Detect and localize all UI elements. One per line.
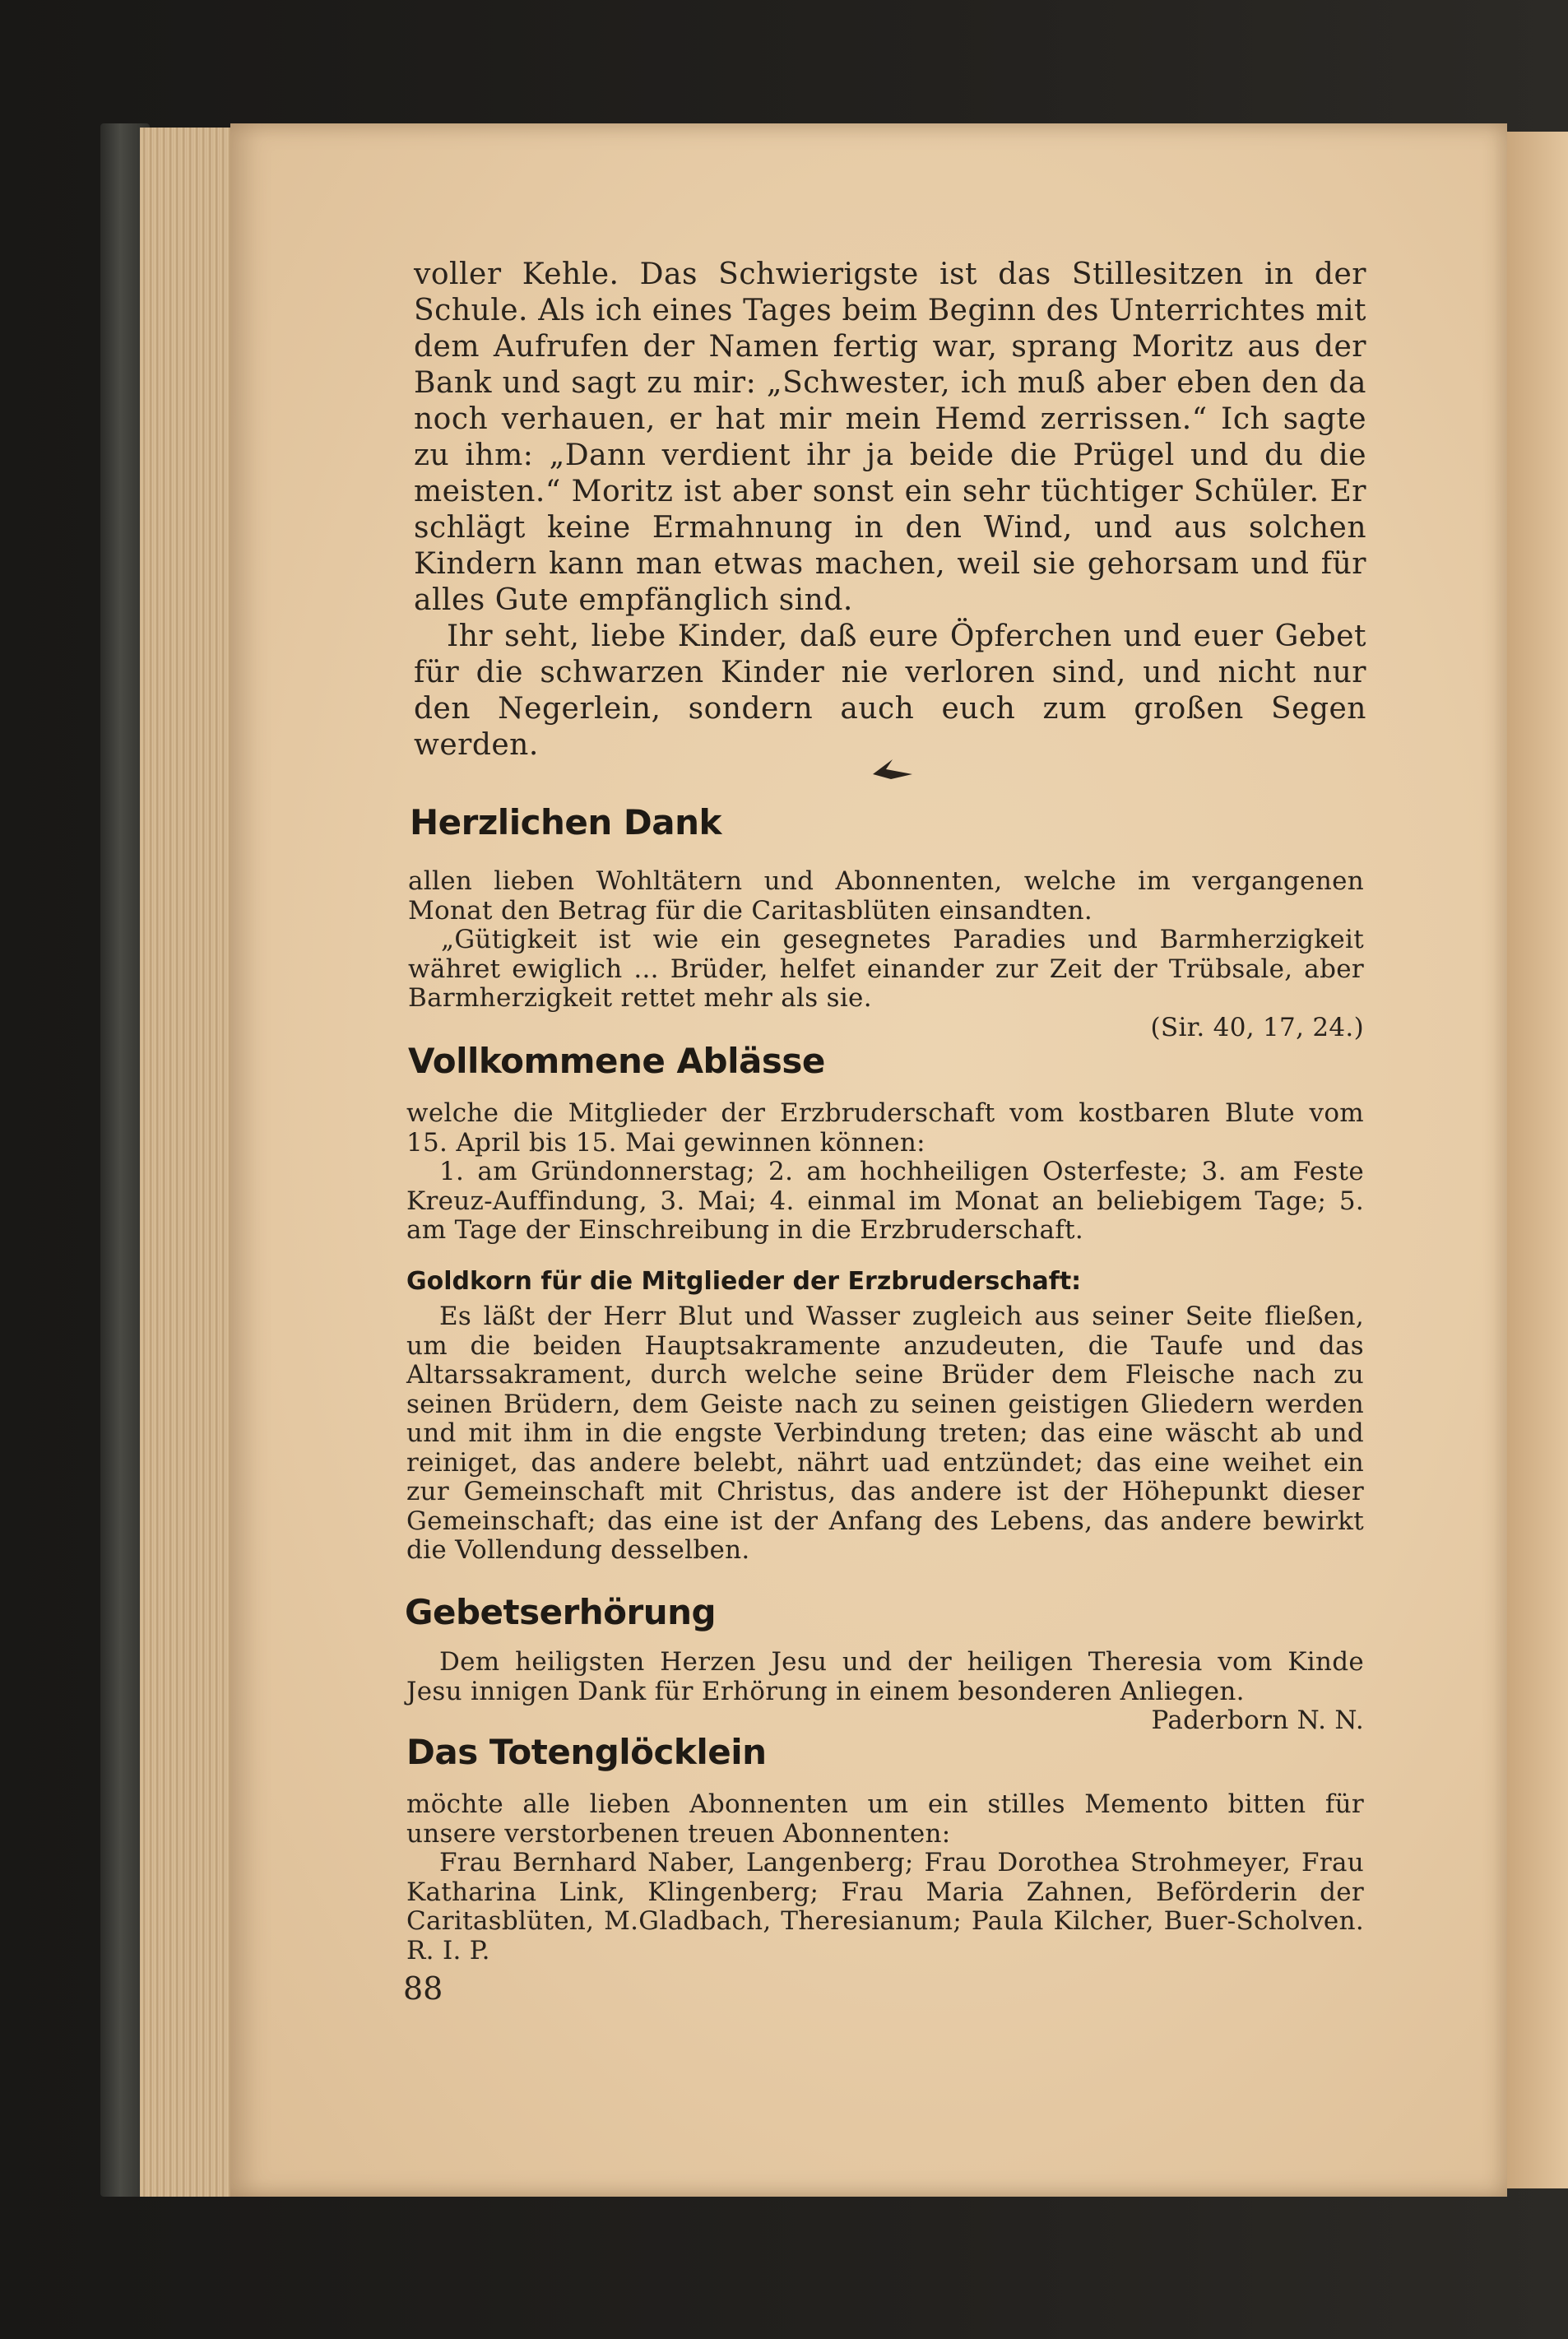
- dank-text: [408, 867, 1364, 1042]
- dank-citation: (Sir. 40, 17, 24.): [1150, 1012, 1364, 1042]
- toten-paragraph: möchte alle lieben Abonnenten um ein stilles Memento bitten für unsere verstorbenen treuen Abonnenten:: [406, 1789, 1364, 1849]
- ablaesse-heading: Vollkommene Ablässe: [408, 1041, 825, 1081]
- intro-paragraph-1: voller Kehle. Das Schwierigste ist das Stillesitzen in der Schule. Als ich eines Tages beim Beginn des Unterrichtes mit dem Aufrufen der Namen fertig war, sprang Moritz aus der Bank und sagt zu mir: „Schwester, ich muß aber eben den da noch verhauen, er hat mir mein Hemd zerrissen.“ Ich sagte zu ihm: „Dann verdient ihr ja beide die Prügel und du die meisten.“ Moritz ist aber sonst ein sehr tüchtiger Schüler. Er schlägt keine Ermahnung in den Wind, und aus solchen Kindern kann man etwas machen, weil sie gehorsam und für alles Gute empfänglich sind.: [414, 258, 1366, 617]
- dank-heading: Herzlichen Dank: [410, 802, 721, 842]
- next-page-edge: [1505, 132, 1568, 2188]
- goldkorn-paragraph: Es läßt der Herr Blut und Wasser zugleich aus seiner Seite fließen, um die beiden Hauptsakramente anzudeuten, die Taufe und das Altarssakrament, durch welche seine Brüder dem Fleische nach zu seinen Brüdern, dem Geiste nach zu seinen geistigen Gliedern werden und mit ihm in die engste Verbindung treten; das eine wäscht ab und reiniget, das andere belebt, nährt uad entzündet; das eine weihet ein zur Gemeinschaft mit Christus, das andere ist der Höhepunkt dieser Gemeinschaft; das eine ist der Anfang des Lebens, das andere bewirkt die Vollendung desselben.: [406, 1302, 1364, 1565]
- intro-paragraph-2: Ihr seht, liebe Kinder, daß eure Öpferchen und euer Gebet für die schwarzen Kinder nie verloren sind, und nicht nur den Negerlein, sondern auch euch zum großen Segen werden.: [414, 620, 1366, 762]
- dank-quote: „Gütigkeit ist wie ein gesegnetes Paradies und Barmherzigkeit währet ewiglich ... Brüder, helfet einander zur Zeit der Trübsale, aber Barmherzigkeit rettet mehr als sie.: [408, 925, 1364, 1013]
- section-ornament-icon: [868, 753, 917, 786]
- dank-paragraph: allen lieben Wohltätern und Abonnenten, welche im vergangenen Monat den Betrag für die Caritasblüten einsandten.: [408, 866, 1364, 926]
- toten-names: Frau Bernhard Naber, Langenberg; Frau Dorothea Strohmeyer, Frau Katharina Link, Klingenberg; Frau Maria Zahnen, Beförderin der Caritasblüten, M.Gladbach, Theresianum; Paula Kilcher, Buer-Scholven. R. I. P.: [406, 1848, 1364, 1965]
- page-edges: [140, 128, 239, 2197]
- intro-text: [414, 257, 1366, 763]
- erhoerung-heading: Gebetserhörung: [405, 1592, 717, 1632]
- toten-heading: Das Totenglöcklein: [406, 1732, 767, 1772]
- dank-citation-row: [408, 1014, 1364, 1043]
- goldkorn-text: [406, 1302, 1364, 1566]
- page-number: 88: [403, 1970, 443, 2007]
- ablaesse-text: [406, 1099, 1364, 1246]
- ablaesse-paragraph: welche die Mitglieder der Erzbruderschaft vom kostbaren Blute vom 15. April bis 15. Mai gewinnen können:: [406, 1098, 1364, 1158]
- erhoerung-text: [406, 1648, 1364, 1736]
- ablaesse-list: 1. am Gründonnerstag; 2. am hochheiligen Osterfeste; 3. am Feste Kreuz-Auffindung, 3. Mai; 4. einmal im Monat an beliebigem Tage; 5. am Tage der Einschreibung in die Erzbruderschaft.: [406, 1157, 1364, 1245]
- toten-text: [406, 1790, 1364, 1965]
- goldkorn-heading: Goldkorn für die Mitglieder der Erzbruderschaft:: [406, 1267, 1082, 1296]
- erhoerung-paragraph: Dem heiligsten Herzen Jesu und der heiligen Theresia vom Kinde Jesu innigen Dank für Erhörung in einem besonderen Anliegen.: [406, 1647, 1364, 1706]
- erhoerung-signature: Paderborn N. N.: [1151, 1706, 1364, 1735]
